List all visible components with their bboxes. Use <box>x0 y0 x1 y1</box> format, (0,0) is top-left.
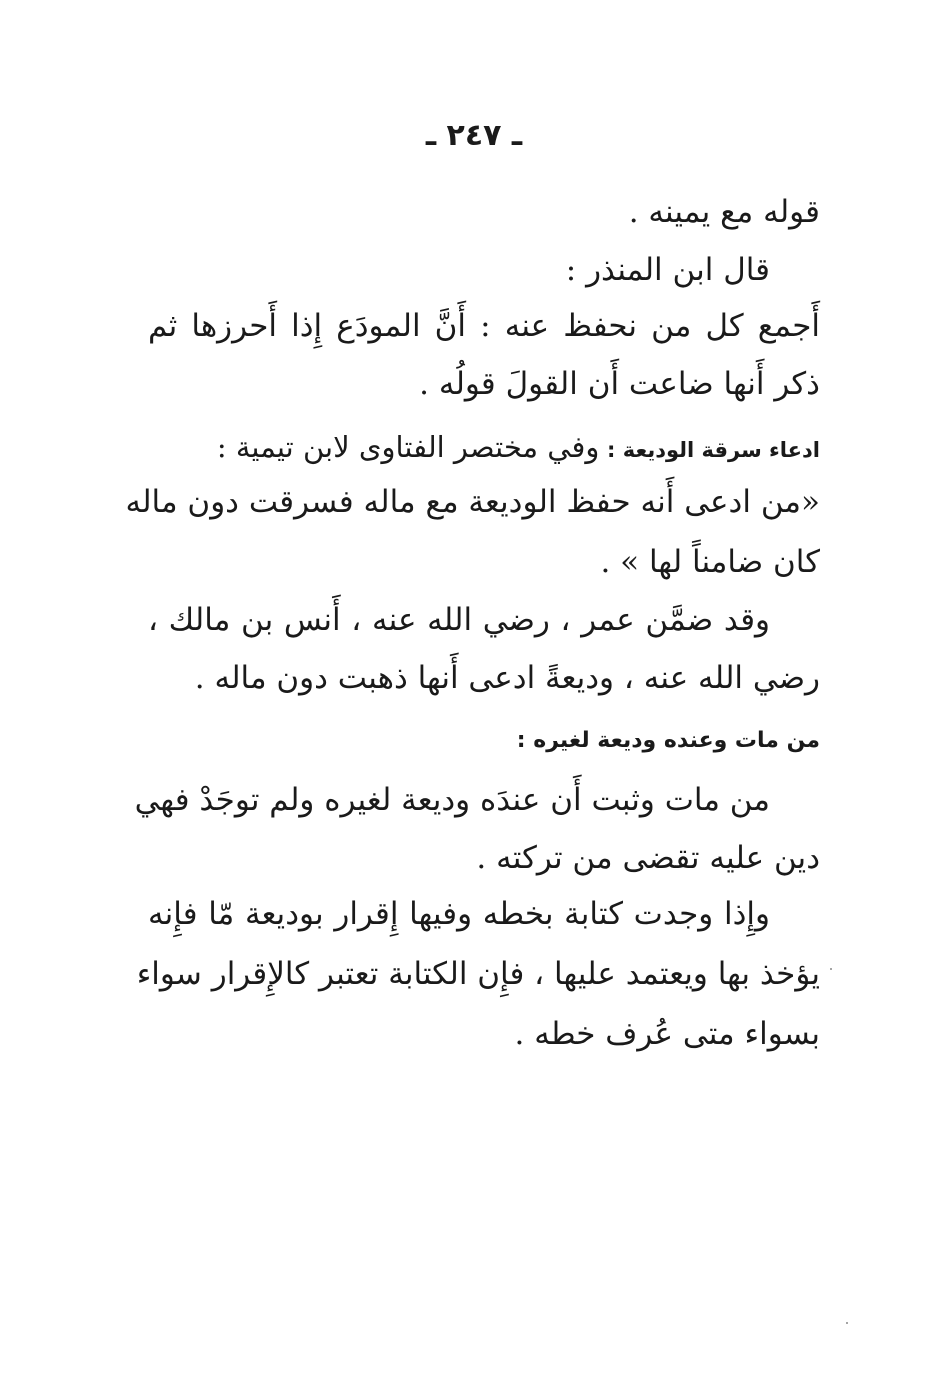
text-line: وإِذا وجدت كتابة بخطه وفيها إِقرار بوديعة مّا فإِنه <box>148 896 770 932</box>
theft-heading-label: ادعاء سرقة الوديعة : <box>607 438 820 462</box>
text-line: يؤخذ بها ويعتمد عليها ، فإِن الكتابة تعتبر كالإِقرار سواء <box>136 956 820 992</box>
text-line: ذكر أَنها ضاعت أَن القولَ قولُه . <box>419 366 820 402</box>
text-line: رضي الله عنه ، وديعةً ادعى أَنها ذهبت دون ماله . <box>194 660 820 696</box>
text-line: قال ابن المنذر : <box>565 252 770 288</box>
section-heading-theft <box>217 430 820 464</box>
text-line: «من ادعى أَنه حفظ الوديعة مع ماله فسرقت دون ماله <box>125 484 820 520</box>
text-line: بسواء متى عُرف خطه . <box>514 1016 820 1052</box>
text-line: أَجمع كل من نحفظ عنه : أَنَّ المودَع إِذا أَحرزها ثم <box>148 308 820 344</box>
theft-heading-text: وفي مختصر الفتاوى لابن تيمية : <box>216 430 600 464</box>
text-line: قوله مع يمينه . <box>628 194 820 230</box>
scan-speck <box>830 968 832 970</box>
scan-speck <box>846 1322 848 1324</box>
page-number: ـ ٢٤٧ ـ <box>425 118 523 153</box>
text-line: وقد ضمَّن عمر ، رضي الله عنه ، أَنس بن مالك ، <box>148 602 770 638</box>
text-line: كان ضامناً لها » . <box>600 544 820 580</box>
text-line: من مات وثبت أَن عندَه وديعة لغيره ولم توجَدْ فهي <box>134 782 770 818</box>
text-line: دين عليه تقضى من تركته . <box>476 840 820 876</box>
section-heading-death: من مات وعنده وديعة لغيره : <box>516 728 820 753</box>
